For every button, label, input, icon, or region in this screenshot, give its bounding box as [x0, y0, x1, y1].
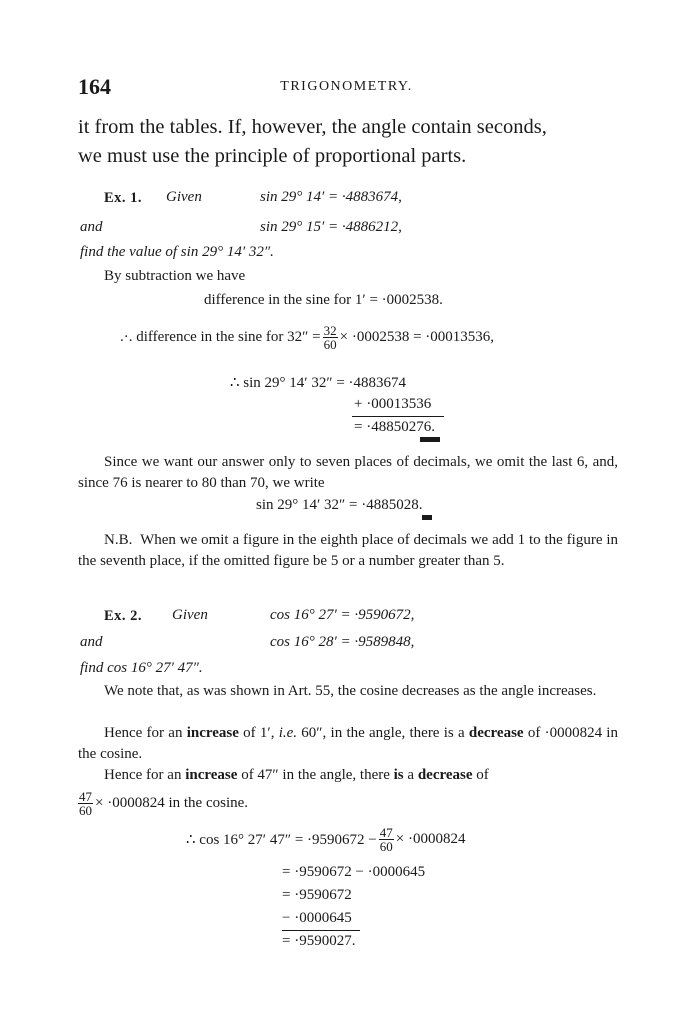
- ex2-and: and: [80, 634, 103, 650]
- ex1-and-eq: sin 29° 15′ = ·4886212,: [260, 219, 402, 235]
- nb-label: N.B.: [104, 532, 133, 548]
- ex2-given: Given: [172, 607, 208, 623]
- ex2-note-2-e: 60″, in the angle, there is a: [297, 725, 469, 741]
- running-title: TRIGONOMETRY.: [280, 79, 413, 94]
- page-number: 164: [78, 74, 111, 99]
- ex2-note-3-increase: increase: [185, 767, 238, 783]
- ex2-fraction-line: [78, 790, 248, 817]
- ex2-step-3: − ·0000645: [282, 910, 352, 926]
- ex1-fraction: [323, 324, 338, 351]
- nb-paragraph: [78, 530, 618, 572]
- ex2-and-eq: cos 16° 28′ = ·9589848,: [270, 634, 415, 650]
- ex2-fraction-2: [379, 826, 394, 853]
- ex2-find: find cos 16° 27′ 47″.: [80, 660, 203, 676]
- nb-text: When we omit a figure in the eighth place of decimals we add 1 to the figure in the seventh place, if the omitted figure be 5 or a number greater than 5.: [78, 532, 618, 569]
- ex2-note-2-g: of ·0000824 in the cosine.: [78, 725, 618, 762]
- ex2-frac-1-num: 47: [79, 789, 92, 804]
- ex2-frac-2-den: 60: [379, 839, 393, 854]
- ex1-frac-num: 32: [323, 323, 337, 338]
- ex1-result-bar-mark: [422, 515, 432, 520]
- ex2-note-3-decrease: decrease: [417, 767, 473, 783]
- ex1-note-text: Since we want our answer only to seven places of decimals, we omit the last 6, and, since 76 is nearer to 80 than 70, we write: [78, 454, 618, 491]
- ex2-frac-1-den: 60: [79, 803, 92, 818]
- ex1-note: [78, 452, 618, 494]
- ex1-sum-line-3: = ·48850276.: [354, 419, 435, 435]
- ex2-frac-2-num: 47: [379, 825, 393, 840]
- ex1-and: and: [80, 219, 103, 235]
- ex2-note-1-text: We note that, as was shown in Art. 55, the cosine decreases as the angle increases.: [104, 683, 597, 699]
- ex2-note-2-c: of 1′,: [238, 725, 279, 741]
- ex2-note-3-a: Hence for an: [104, 767, 186, 783]
- ex2-calc-tail: × ·0000824: [395, 831, 466, 847]
- ex2-calc-line: [186, 826, 465, 853]
- intro-line-1: it from the tables. If, however, the angle contain seconds,: [78, 116, 547, 138]
- ex1-difference-32: [120, 324, 494, 351]
- ex2-note-2-increase: increase: [186, 725, 239, 741]
- ex2-note-3-c: of 47″ in the angle, there: [237, 767, 394, 783]
- ex2-note-1: [78, 681, 618, 702]
- ex2-note-3-e: a: [403, 767, 418, 783]
- ex2-step-4: = ·9590027.: [282, 933, 356, 949]
- ex2-step-2: = ·9590672: [282, 887, 352, 903]
- ex2-note-2-decrease: decrease: [468, 725, 524, 741]
- ex1-given-eq: sin 29° 14′ = ·4883674,: [260, 189, 402, 205]
- ex2-label: Ex. 2.: [104, 608, 143, 624]
- ex2-note-3-g: of: [472, 767, 489, 783]
- intro-line-2: we must use the principle of proportional parts.: [78, 145, 467, 167]
- ex1-diff-lead: .·. difference in the sine for 32″ =: [120, 329, 321, 345]
- ex2-step-1: = ·9590672 − ·0000645: [282, 864, 426, 880]
- ex2-note-2-ie: i.e.: [278, 725, 298, 741]
- ex1-sum-line-2: + ·00013536: [354, 396, 432, 412]
- ex1-diff-tail: × ·0002538 = ·00013536,: [339, 329, 495, 345]
- ex2-note-3-is: is: [393, 767, 404, 783]
- ex2-fraction-1: [78, 790, 93, 817]
- ex2-step-rule: [282, 930, 360, 931]
- ex1-sum-rule: [352, 416, 444, 417]
- ex2-calc-lead: ∴ cos 16° 27′ 47″ = ·9590672 −: [186, 832, 377, 848]
- ex2-note-3-tail: × ·0000824 in the cosine.: [95, 795, 249, 811]
- ex1-frac-den: 60: [323, 337, 337, 352]
- ex1-sum-bar-mark: [420, 437, 440, 442]
- ex1-label: Ex. 1.: [104, 190, 143, 206]
- ex1-sum-line-1: ∴ sin 29° 14′ 32″ = ·4883674: [230, 375, 407, 391]
- ex2-note-3: [78, 765, 618, 786]
- ex1-subtraction: By subtraction we have: [104, 268, 246, 284]
- ex1-result: sin 29° 14′ 32″ = ·4885028.: [256, 497, 423, 513]
- ex2-given-eq: cos 16° 27′ = ·9590672,: [270, 607, 415, 623]
- ex1-difference-1: difference in the sine for 1′ = ·0002538.: [204, 292, 443, 308]
- ex1-find: find the value of sin 29° 14′ 32″.: [80, 244, 274, 260]
- ex2-note-2: [78, 723, 618, 765]
- ex2-note-2-a: Hence for an: [104, 725, 187, 741]
- ex1-given: Given: [166, 189, 202, 205]
